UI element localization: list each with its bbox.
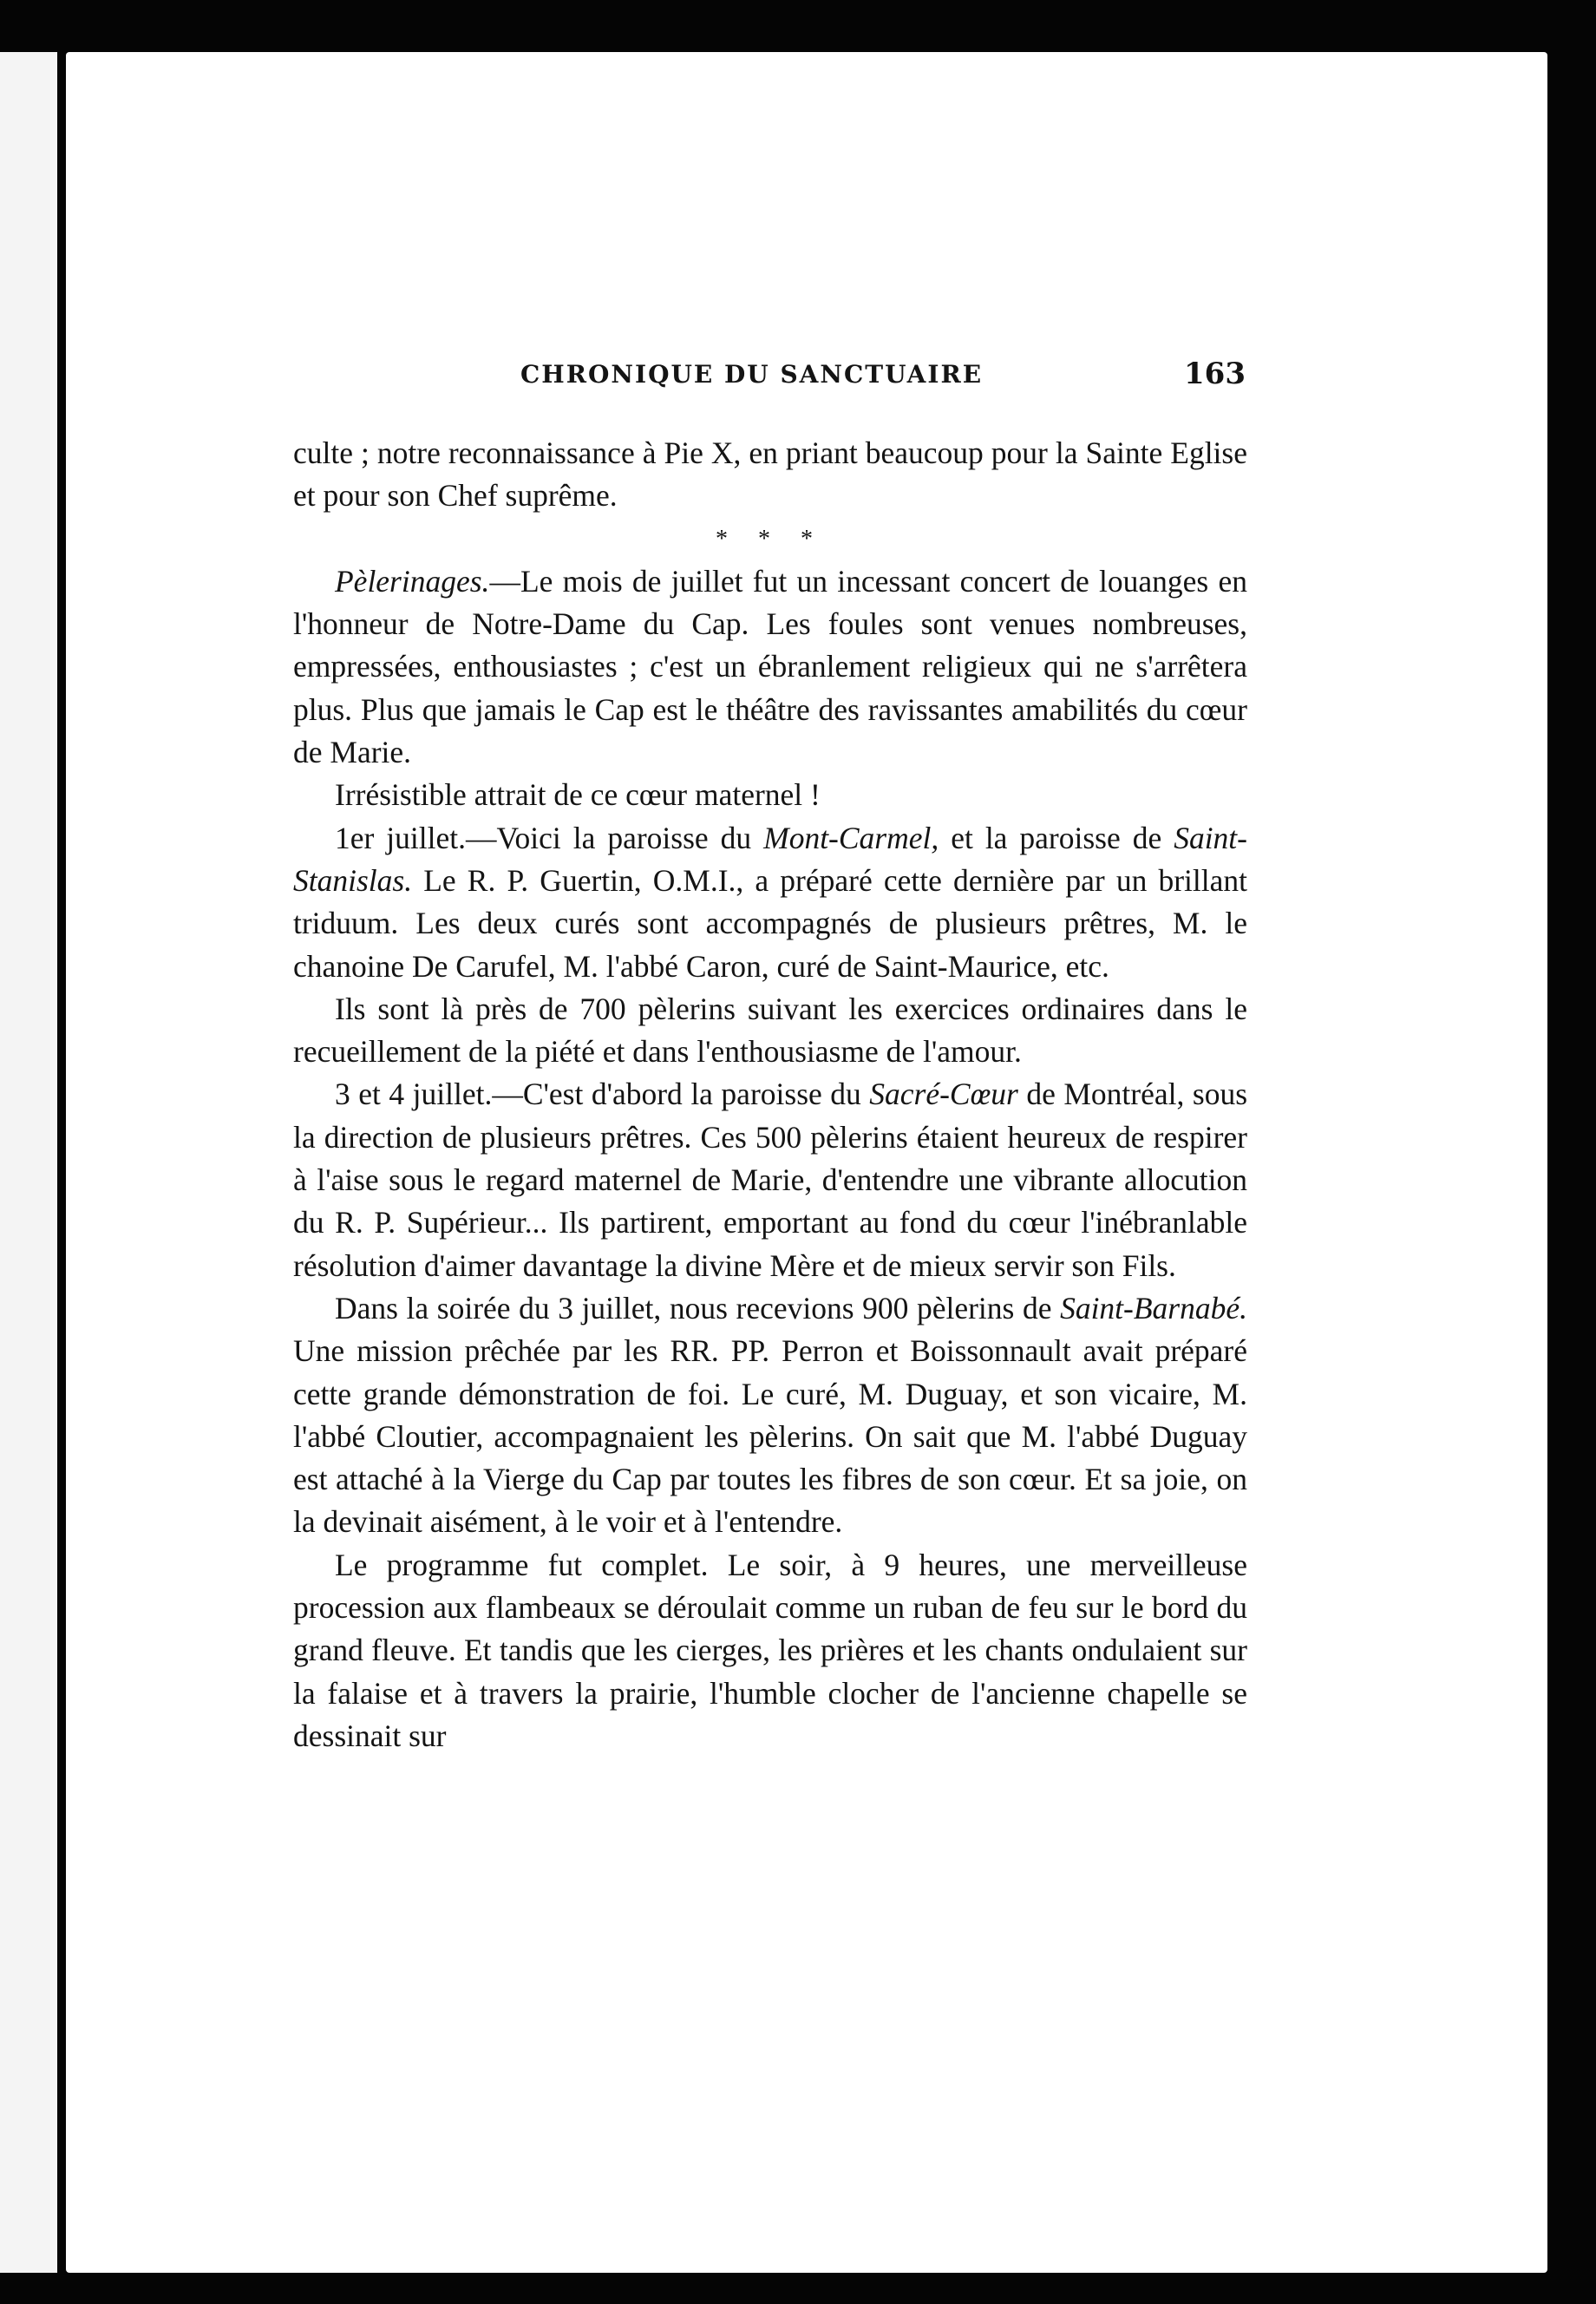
page-number: 163 [1184,357,1246,391]
pelerinages-label: Pèlerinages. [335,563,490,599]
paragraph-july-1 [293,817,1247,988]
paragraph-july-3-4 [293,1073,1247,1286]
paragraph-soiree [293,1287,1247,1544]
section-ornament: * * * [716,525,825,553]
paragraph-attrait: Irrésistible attrait de ce cœur maternel ! [335,777,821,813]
running-title: CHRONIQUE DU SANCTUAIRE [520,360,984,389]
parish-mont-carmel: Mont-Carmel, [763,820,939,855]
soiree-text-a: Dans la soirée du 3 juillet, nous recevions 900 pèlerins de [335,1290,1061,1325]
soiree-text-b: Une mission prêchée par les RR. PP. Perron et Boissonnault avait préparé cette grande démonstration de foi. Le curé, M. Duguay, et son vicaire, M. l'abbé Cloutier, accompagnaient les pèlerins. On sait que M. l'abbé Duguay est attaché à la Vierge du Cap par toutes les fibres de son cœur. Et sa joie, on la devinait aisément, à le voir et à l'entendre. [293,1333,1247,1540]
paragraph-programme: Le programme fut complet. Le soir, à 9 heures, une merveilleuse procession aux flambeaux se déroulait comme un ruban de feu sur le bord du grand fleuve. Et tandis que les cierges, les prières et les chants ondulaient sur la falaise et à travers la prairie, l'humble clocher de l'ancienne chapelle se dessinait sur [293,1547,1247,1753]
paragraph-continuation: culte ; notre reconnaissance à Pie X, en priant beaucoup pour la Sainte Eglise et pour son Chef suprême. [293,435,1247,514]
page-header [458,357,1246,396]
july1-text-a: 1er juillet.—Voici la paroisse du [335,820,764,855]
july1-text-b: et la paroisse de [939,820,1174,855]
body-text [293,432,1247,1757]
previous-page-edge [0,52,57,2273]
pelerinages-text: —Le mois de juillet fut un incessant concert de louanges en l'honneur de Notre-Dame du Cap. Les foules sont venues nombreuses, empressées, enthousiastes ; c'est un ébranlement religieux qui ne s'arrêtera plus. Plus que jamais le Cap est le théâtre des ravissantes amabilités du cœur de Marie. [293,563,1247,770]
july3-text-a: 3 et 4 juillet.—C'est d'abord la paroisse du [335,1077,870,1112]
parish-saint-stanislas: Saint-Stanislas. [293,820,1247,898]
july3-text-b: de Montréal, sous la direction de plusieurs prêtres. Ces 500 pèlerins étaient heureux de respirer à l'aise sous le regard maternel de Marie, d'entendre une vibrante allocution du R. P. Supérieur... Ils partirent, emportant au fond du cœur l'inébranlable résolution d'aimer davantage la divine Mère et de mieux servir son Fils. [293,1077,1248,1283]
paragraph-700-pelerins: Ils sont là près de 700 pèlerins suivant les exercices ordinaires dans le recueillement de la piété et dans l'enthousiasme de l'amour. [293,991,1247,1070]
paragraph-pelerinages [293,560,1247,774]
parish-saint-barnabe: Saint-Barnabé. [1060,1290,1247,1325]
parish-sacre-coeur: Sacré-Cœur [869,1077,1018,1112]
july1-text-c: Le R. P. Guertin, O.M.I., a préparé cette dernière par un brillant triduum. Les deux curés sont accompagnés de plusieurs prêtres, M. le chanoine De Carufel, M. l'abbé Caron, curé de Saint-Maurice, etc. [293,862,1247,984]
